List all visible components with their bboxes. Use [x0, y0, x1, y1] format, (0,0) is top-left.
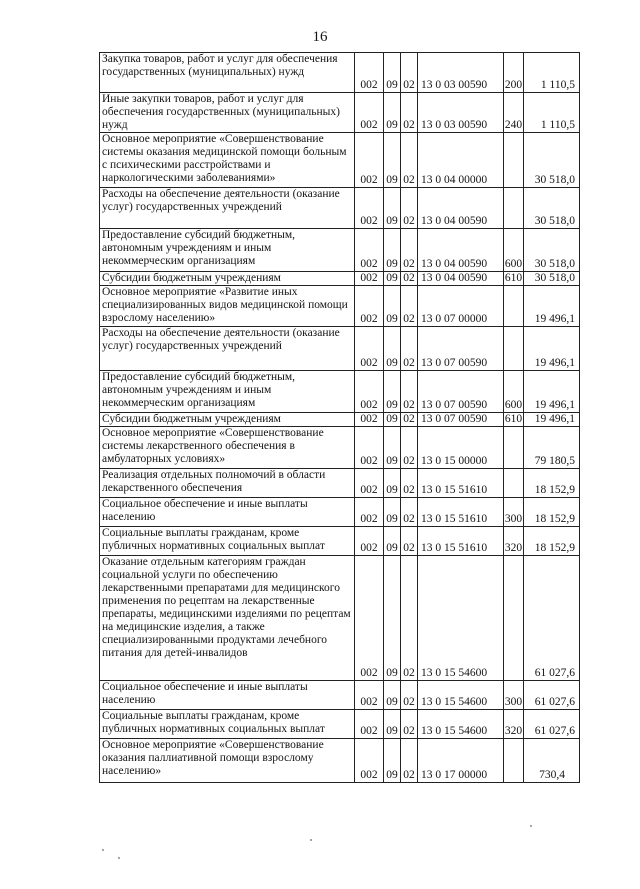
expense-type-code: [504, 469, 524, 498]
row-name: Закупка товаров, работ и услуг для обеспечения государственных (муниципальных) нужд: [100, 53, 355, 93]
target-article-code: 13 0 04 00590: [418, 188, 504, 229]
table-row: [100, 710, 580, 739]
amount: 730,4: [524, 739, 580, 783]
admin-code: 002: [355, 133, 384, 188]
expense-type-code: 320: [504, 527, 524, 556]
subsection-code: 02: [401, 413, 418, 427]
target-article-code: 13 0 15 51610: [418, 469, 504, 498]
row-name: Социальное обеспечение и иные выплаты населению: [100, 681, 355, 710]
target-article-code: 13 0 07 00590: [418, 371, 504, 413]
speck: [310, 839, 312, 841]
expense-type-code: [504, 556, 524, 681]
row-name: Расходы на обеспечение деятельности (оказание услуг) государственных учреждений: [100, 327, 355, 371]
target-article-code: 13 0 03 00590: [418, 93, 504, 133]
row-name: Социальное обеспечение и иные выплаты населению: [100, 498, 355, 527]
admin-code: 002: [355, 681, 384, 710]
admin-code: 002: [355, 739, 384, 783]
subsection-code: 02: [401, 272, 418, 286]
section-code: 09: [384, 427, 401, 469]
table-row: [100, 53, 580, 93]
expense-type-code: 200: [504, 53, 524, 93]
page-number: 16: [312, 29, 328, 45]
target-article-code: 13 0 15 00000: [418, 427, 504, 469]
target-article-code: 13 0 15 54600: [418, 556, 504, 681]
admin-code: 002: [355, 498, 384, 527]
row-name: Иные закупки товаров, работ и услуг для обеспечения государственных (муниципальных) нужд: [100, 93, 355, 133]
expense-type-code: [504, 286, 524, 327]
section-code: 09: [384, 133, 401, 188]
subsection-code: 02: [401, 371, 418, 413]
amount: 18 152,9: [524, 498, 580, 527]
table-row: [100, 681, 580, 710]
target-article-code: 13 0 15 51610: [418, 498, 504, 527]
section-code: 09: [384, 229, 401, 272]
row-name: Оказание отдельным категориям граждан социальной услуги по обеспечению лекарственными препаратами для медицинского применения по рецептам на лекарственные препараты, медицинскими изделиями по рецептам на медицинские изделия, а также специализированными продуктами лечебного питания для детей-инвалидов: [100, 556, 355, 681]
section-code: 09: [384, 556, 401, 681]
table-row: [100, 413, 580, 427]
row-name: Предоставление субсидий бюджетным, автономным учреждениям и иным некоммерческим организациям: [100, 371, 355, 413]
table-row: [100, 286, 580, 327]
admin-code: 002: [355, 469, 384, 498]
subsection-code: 02: [401, 469, 418, 498]
target-article-code: 13 0 07 00000: [418, 286, 504, 327]
table-row: [100, 229, 580, 272]
row-name: Основное мероприятие «Совершенствование системы оказания медицинской помощи больным с психическими расстройствами и наркологическими заболеваниями»: [100, 133, 355, 188]
section-code: 09: [384, 681, 401, 710]
row-name: Социальные выплаты гражданам, кроме публичных нормативных социальных выплат: [100, 527, 355, 556]
section-code: 09: [384, 53, 401, 93]
admin-code: 002: [355, 327, 384, 371]
table-row: [100, 272, 580, 286]
expense-type-code: 600: [504, 229, 524, 272]
target-article-code: 13 0 07 00590: [418, 413, 504, 427]
amount: 19 496,1: [524, 413, 580, 427]
row-name: Субсидии бюджетным учреждениям: [100, 272, 355, 286]
row-name: Основное мероприятие «Совершенствование системы лекарственного обеспечения в амбулаторных условиях»: [100, 427, 355, 469]
amount: 19 496,1: [524, 371, 580, 413]
admin-code: 002: [355, 188, 384, 229]
amount: 18 152,9: [524, 469, 580, 498]
admin-code: 002: [355, 413, 384, 427]
expense-type-code: 610: [504, 413, 523, 425]
amount: 1 110,5: [524, 53, 580, 93]
section-code: 09: [384, 469, 401, 498]
expense-type-code: [504, 427, 524, 469]
section-code: 09: [384, 371, 401, 413]
admin-code: 002: [355, 527, 384, 556]
section-code: 09: [384, 498, 401, 527]
section-code: 09: [384, 272, 401, 286]
section-code: 09: [384, 739, 401, 783]
table-row: [100, 527, 580, 556]
admin-code: 002: [355, 272, 384, 286]
admin-code: 002: [355, 53, 384, 93]
subsection-code: 02: [401, 681, 418, 710]
row-name: Основное мероприятие «Совершенствование оказания паллиативной помощи взрослому населению»: [100, 739, 355, 783]
row-name: Основное мероприятие «Развитие иных специализированных видов медицинской помощи взрослому населению»: [100, 286, 355, 327]
table-row: [100, 93, 580, 133]
table-row: [100, 556, 580, 681]
table-row: [100, 188, 580, 229]
subsection-code: 02: [401, 739, 418, 783]
section-code: 09: [384, 188, 401, 229]
amount: 18 152,9: [524, 527, 580, 556]
subsection-code: 02: [401, 133, 418, 188]
budget-table: [99, 52, 580, 783]
table-body: [100, 53, 580, 783]
amount: 30 518,0: [524, 133, 580, 188]
scan-specks: [100, 845, 540, 865]
amount: 61 027,6: [524, 681, 580, 710]
section-code: 09: [384, 527, 401, 556]
subsection-code: 02: [401, 188, 418, 229]
target-article-code: 13 0 07 00590: [418, 327, 504, 371]
speck: [530, 825, 532, 827]
expense-type-code: 320: [504, 710, 524, 739]
target-article-code: 13 0 04 00590: [418, 272, 504, 286]
expense-type-code: [504, 133, 524, 188]
section-code: 09: [384, 286, 401, 327]
section-code: 09: [384, 93, 401, 133]
expense-type-code: [504, 327, 524, 371]
subsection-code: 02: [401, 498, 418, 527]
subsection-code: 02: [401, 710, 418, 739]
amount: 30 518,0: [524, 229, 580, 272]
row-name: Субсидии бюджетным учреждениям: [100, 413, 355, 427]
admin-code: 002: [355, 556, 384, 681]
expense-type-code: 610: [504, 272, 523, 284]
expense-type-code: 240: [504, 93, 524, 133]
admin-code: 002: [355, 427, 384, 469]
admin-code: 002: [355, 93, 384, 133]
admin-code: 002: [355, 229, 384, 272]
subsection-code: 02: [401, 286, 418, 327]
target-article-code: 13 0 03 00590: [418, 53, 504, 93]
admin-code: 002: [355, 286, 384, 327]
section-code: 09: [384, 327, 401, 371]
target-article-code: 13 0 17 00000: [418, 739, 504, 783]
row-name: Предоставление субсидий бюджетным, автономным учреждениям и иным некоммерческим организациям: [100, 229, 355, 272]
amount: 1 110,5: [524, 93, 580, 133]
amount: 19 496,1: [524, 327, 580, 371]
amount: 30 518,0: [524, 188, 580, 229]
amount: 19 496,1: [524, 286, 580, 327]
subsection-code: 02: [401, 327, 418, 371]
table-row: [100, 427, 580, 469]
table-row: [100, 133, 580, 188]
amount: 61 027,6: [524, 710, 580, 739]
subsection-code: 02: [401, 229, 418, 272]
admin-code: 002: [355, 371, 384, 413]
subsection-code: 02: [401, 53, 418, 93]
target-article-code: 13 0 04 00590: [418, 229, 504, 272]
amount: 30 518,0: [524, 272, 580, 286]
amount: 61 027,6: [524, 556, 580, 681]
target-article-code: 13 0 04 00000: [418, 133, 504, 188]
table-row: [100, 469, 580, 498]
target-article-code: 13 0 15 54600: [418, 710, 504, 739]
table-row: [100, 371, 580, 413]
speck: [118, 857, 120, 859]
expense-type-code: 300: [504, 498, 524, 527]
subsection-code: 02: [401, 556, 418, 681]
section-code: 09: [384, 413, 401, 427]
row-name: Реализация отдельных полномочий в области лекарственного обеспечения: [100, 469, 355, 498]
expense-type-code: [504, 739, 524, 783]
amount: 79 180,5: [524, 427, 580, 469]
expense-type-code: 300: [504, 681, 524, 710]
table-row: [100, 498, 580, 527]
row-name: Социальные выплаты гражданам, кроме публичных нормативных социальных выплат: [100, 710, 355, 739]
table-row: [100, 327, 580, 371]
section-code: 09: [384, 710, 401, 739]
target-article-code: 13 0 15 51610: [418, 527, 504, 556]
row-name: Расходы на обеспечение деятельности (оказание услуг) государственных учреждений: [100, 188, 355, 229]
subsection-code: 02: [401, 427, 418, 469]
expense-type-code: 600: [504, 371, 524, 413]
expense-type-code: [504, 188, 524, 229]
speck: [102, 849, 104, 851]
subsection-code: 02: [401, 527, 418, 556]
subsection-code: 02: [401, 93, 418, 133]
target-article-code: 13 0 15 54600: [418, 681, 504, 710]
table-row: [100, 739, 580, 783]
admin-code: 002: [355, 710, 384, 739]
